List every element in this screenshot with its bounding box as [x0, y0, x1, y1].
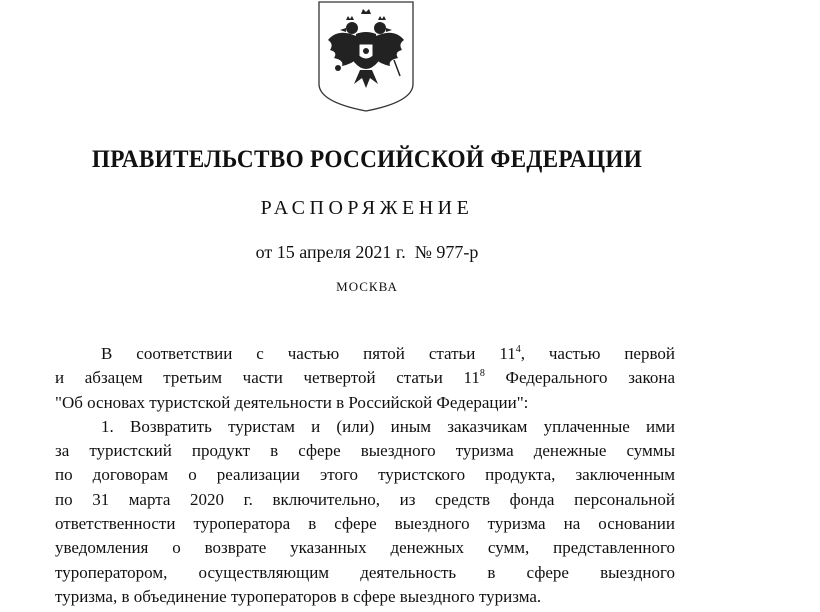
body-line: и абзацем третьим части четвертой статьи $11^8$ Федерального закона: [55, 368, 675, 388]
body-line: ответственности туроператора в сфере выездного туризма на основании: [55, 514, 675, 534]
coat-of-arms-emblem: [316, 0, 416, 112]
body-line: туроператором, осуществляющим деятельность в сфере выездного: [55, 562, 675, 582]
body-line: по 31 марта 2020 г. включительно, из средств фонда персональной: [55, 489, 675, 509]
body-line: туризма, в объединение туроператоров в сфере выездного туризма.: [55, 586, 542, 606]
body-line: В соответствии с частью пятой статьи $11^4$, частью первой: [101, 344, 675, 363]
body-line: по договорам о реализации этого туристского продукта, заключенным: [55, 465, 675, 485]
document-date-number: от 15 апреля 2021 г. № 977-р: [255, 242, 479, 262]
document-body: [55, 342, 675, 609]
body-line: 1. Возвратить туристам и (или) иным заказчикам уплаченные ими: [101, 416, 675, 436]
document-type: РАСПОРЯЖЕНИЕ: [260, 197, 474, 219]
body-line: "Об основах туристской деятельности в Российской Федерации":: [55, 392, 529, 412]
document-place: МОСКВА: [336, 279, 398, 294]
body-line: за туристский продукт в сфере выездного туризма денежные суммы: [55, 441, 675, 461]
body-line: уведомления о возврате указанных денежных сумм, представленного: [55, 538, 675, 558]
government-title: ПРАВИТЕЛЬСТВО РОССИЙСКОЙ ФЕДЕРАЦИИ: [91, 146, 643, 173]
double-headed-eagle-icon: [316, 0, 416, 112]
